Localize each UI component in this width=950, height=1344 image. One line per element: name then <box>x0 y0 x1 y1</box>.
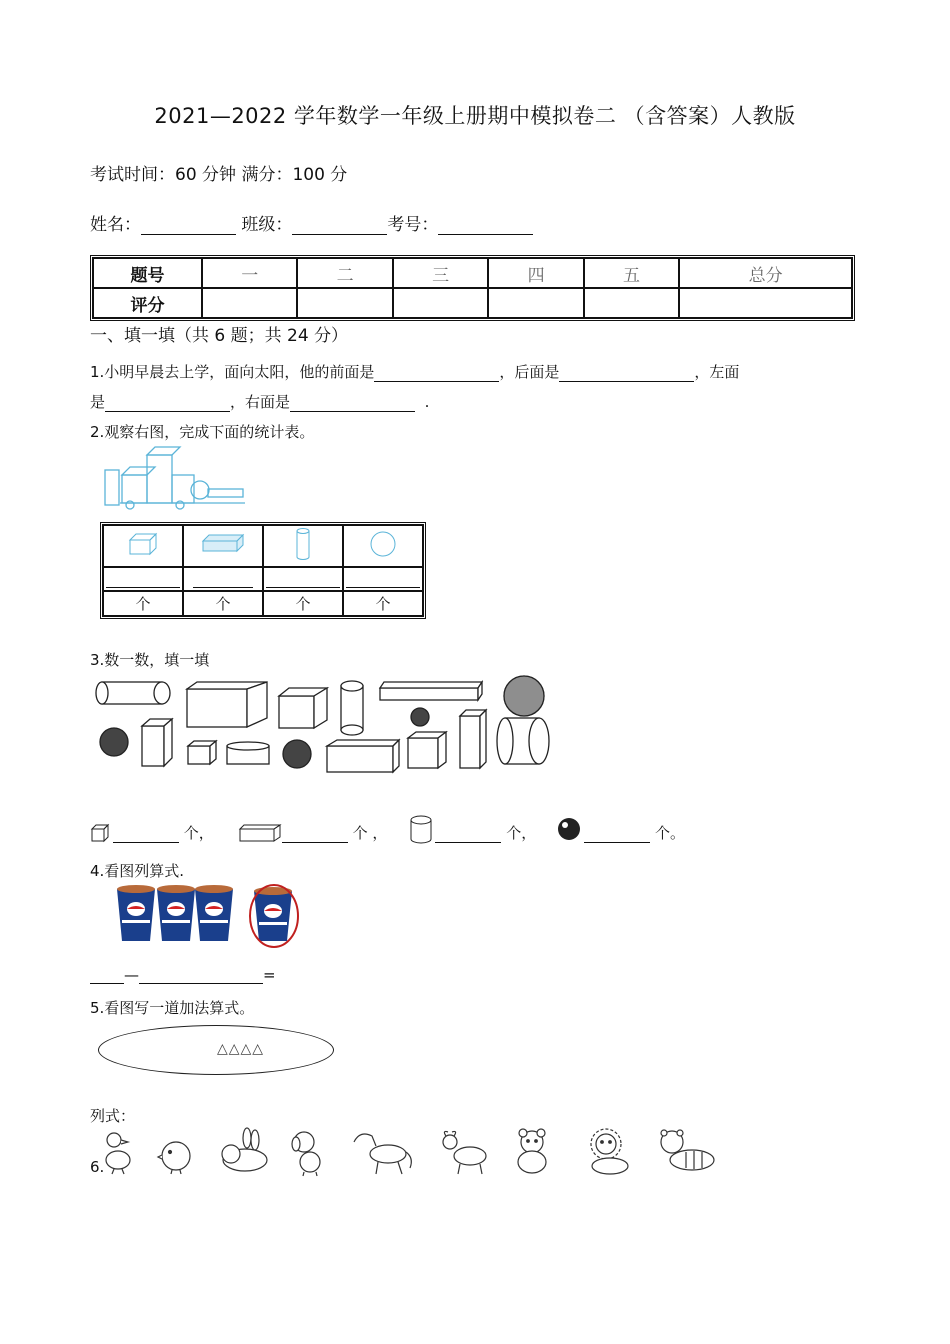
cuboid-icon <box>238 823 282 843</box>
cup-icon <box>117 885 155 941</box>
tiger-icon <box>661 1130 714 1170</box>
score-table-cell: 一 <box>202 258 297 288</box>
student-info-line <box>90 210 533 235</box>
q1-front-blank[interactable] <box>374 381 499 382</box>
stat-unit-row <box>103 591 423 616</box>
q4-blank[interactable] <box>90 983 124 984</box>
score-table-header-row <box>93 258 852 288</box>
count-blank[interactable] <box>103 567 183 591</box>
question-5-text: 5.看图写一道加法算式。 <box>90 999 255 1017</box>
score-input-cell[interactable] <box>679 288 852 318</box>
unit-cell: 个 <box>343 591 423 616</box>
q1-text: ，后面是 <box>499 363 560 381</box>
drink-cups-figure <box>115 883 305 949</box>
question-1-line1 <box>90 361 739 382</box>
cube-icon <box>90 823 110 843</box>
score-input-cell[interactable] <box>202 288 297 318</box>
class-label: 班级： <box>241 215 293 235</box>
name-blank[interactable] <box>141 234 236 235</box>
count-blank[interactable] <box>263 567 343 591</box>
chick-icon <box>158 1142 190 1174</box>
score-input-cell[interactable] <box>393 288 488 318</box>
circled-cup-icon <box>250 885 298 947</box>
q1-text: ，左面 <box>694 363 740 381</box>
score-input-cell[interactable] <box>297 288 392 318</box>
duck-icon <box>106 1133 130 1174</box>
triangles: △△△△ <box>217 1041 265 1057</box>
score-input-cell[interactable] <box>488 288 583 318</box>
id-label: 考号： <box>387 215 439 235</box>
cylinder-shape-cell <box>263 525 343 567</box>
rabbit-icon <box>222 1128 267 1171</box>
comma-text: ， <box>372 824 388 842</box>
score-table-cell: 五 <box>584 258 679 288</box>
unit-cell: 个 <box>263 591 343 616</box>
lion-icon <box>591 1129 628 1174</box>
cuboid-shape-cell <box>183 525 263 567</box>
cup-icon <box>157 885 195 941</box>
question-3-text: 3.数一数，填一填 <box>90 651 210 669</box>
cuboid-icon <box>200 533 246 555</box>
cup-icon <box>195 885 233 941</box>
q4-blank[interactable] <box>139 983 263 984</box>
cylinder-icon <box>293 527 313 561</box>
unit-text: 个 <box>506 824 522 842</box>
count-blank[interactable] <box>343 567 423 591</box>
score-table-cell: 三 <box>393 258 488 288</box>
q1-text: ，右面是 <box>230 393 291 411</box>
cube-shape-cell <box>103 525 183 567</box>
sphere-icon <box>366 530 400 558</box>
question-3-answer-line <box>90 815 685 843</box>
unit-cell: 个 <box>103 591 183 616</box>
cylinder-icon <box>409 815 435 843</box>
page-title: 2021—2022 学年数学一年级上册期中模拟卷二 （含答案）人教版 <box>154 104 796 128</box>
class-blank[interactable] <box>292 234 387 235</box>
q1-left-blank[interactable] <box>105 411 230 412</box>
q1-back-blank[interactable] <box>559 381 694 382</box>
unit-cell: 个 <box>183 591 263 616</box>
stat-shape-row <box>103 525 423 567</box>
bear-icon <box>518 1129 546 1173</box>
question-6-number: 6. <box>90 1158 105 1176</box>
score-input-cell[interactable] <box>584 288 679 318</box>
sphere-shape-cell <box>343 525 423 567</box>
comma-text: ， <box>521 824 537 842</box>
name-label: 姓名： <box>90 215 141 235</box>
goat-icon <box>443 1132 486 1175</box>
q1-text: . <box>424 393 430 411</box>
equals-sign: = <box>263 966 276 984</box>
stat-count-row <box>103 567 423 591</box>
cube-count-blank[interactable] <box>113 842 179 843</box>
score-table-cell: 四 <box>488 258 583 288</box>
block-structure-figure <box>100 445 250 510</box>
exam-info: 考试时间：60 分钟 满分：100 分 <box>90 165 348 185</box>
animals-figure <box>100 1128 725 1178</box>
triangle-oval <box>98 1025 334 1075</box>
question-1-line2 <box>90 391 429 412</box>
score-table <box>90 255 855 321</box>
unit-text: 个 <box>183 824 199 842</box>
score-table-cell: 总分 <box>679 258 852 288</box>
cuboid-count-blank[interactable] <box>282 842 348 843</box>
count-blank[interactable] <box>183 567 263 591</box>
question-2-text: 2.观察右图，完成下面的统计表。 <box>90 423 315 441</box>
horse-icon <box>354 1134 411 1174</box>
cylinder-count-blank[interactable] <box>435 842 501 843</box>
unit-text: 个 <box>655 824 671 842</box>
statistics-table <box>100 522 426 619</box>
score-table-score-row <box>93 288 852 318</box>
question-4-text: 4.看图列算式. <box>90 862 185 880</box>
unit-text: 个 <box>352 824 368 842</box>
q1-text: 是 <box>90 393 106 411</box>
question-4-formula <box>90 966 276 984</box>
score-table-cell: 题号 <box>93 258 202 288</box>
sphere-count-blank[interactable] <box>584 842 650 843</box>
formula-label: 列式： <box>90 1107 136 1125</box>
minus-sign: — <box>124 966 139 984</box>
dog-icon <box>292 1132 320 1176</box>
q1-right-blank[interactable] <box>290 411 415 412</box>
score-table-cell: 评分 <box>93 288 202 318</box>
sphere-icon <box>556 817 584 843</box>
score-table-cell: 二 <box>297 258 392 288</box>
solids-collection-figure <box>92 674 557 774</box>
period-text: 。 <box>670 824 686 842</box>
q1-text: 1.小明早晨去上学，面向太阳，他的前面是 <box>90 363 375 381</box>
comma-text: ， <box>198 824 214 842</box>
cube-icon <box>127 532 159 556</box>
section-heading: 一、填一填（共 6 题；共 24 分） <box>90 326 349 346</box>
id-blank[interactable] <box>438 234 533 235</box>
